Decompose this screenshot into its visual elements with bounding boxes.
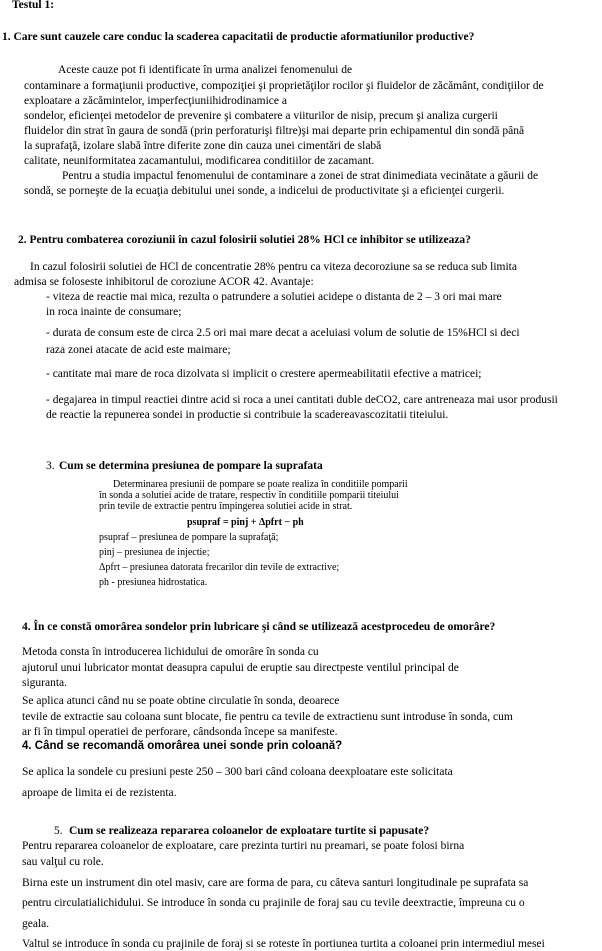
q1-line: sondă, se porneşte de la ecuaţia debitului unei sonde, a indicelui de productivitate şi a eficienţei curgerii. xyxy=(24,185,505,197)
q4-line: ajutorul unui lubricator montat deasupra capului de eruptie sau directpeste ventilul principal de xyxy=(22,662,459,674)
q5-line: Pentru repararea coloanelor de exploatare, care prezinta turtiri nu preamari, se poate folosi birna xyxy=(22,840,465,852)
q4-line: siguranta. xyxy=(22,677,68,689)
q4b-line: Se aplica la sondele cu presiuni peste 250 – 300 bari când coloana deexploatare este solicitata xyxy=(22,766,453,778)
question-2-heading: 2. Pentru combaterea coroziunii în cazul folosirii solutiei 28% HCl ce inhibitor se utilizeaza? xyxy=(18,234,471,246)
q3-line: în sonda a solutiei acide de tratare, respectiv în conditiile pomparii titeiului xyxy=(99,490,399,501)
test-title: Testul 1: xyxy=(12,0,55,11)
q2-line: raza zonei atacate de acid este maimare; xyxy=(46,344,231,356)
q5-line: sau valţul cu role. xyxy=(22,856,104,868)
q5-line: Birna este un instrument din otel masiv, care are forma de para, cu câteva santuri longitudinale pe suprafata sa xyxy=(22,877,529,889)
q5-line: geala. xyxy=(22,918,50,930)
q2-line: In cazul folosirii solutiei de HCl de concentratie 28% pentru ca viteza decoroziune sa se reduca sub limita xyxy=(30,261,517,273)
q2-line: admisa se foloseste inhibitorul de coroziune ACOR 42. Avantaje: xyxy=(14,276,314,288)
q1-line: la suprafaţă, izolare slabă între diferite zone din cauza unei cimentări de slabă xyxy=(24,140,382,152)
q1-line: exploatare a zăcămintelor, imperfecţiuniihidrodinamice a xyxy=(24,95,287,107)
q1-line: contaminare a formaţiunii productive, compoziţiei şi proprietăţilor rocilor şi fluidelor de zăcământ, condiţiilor de xyxy=(24,80,544,92)
q2-line: - durata de consum este de circa 2.5 ori mai mare decat a aceluiasi volum de solutie de 15%HCl si deci xyxy=(46,327,520,339)
q4-line: Metoda consta în introducerea lichidului de omorâre în sonda cu xyxy=(22,646,319,658)
q4b-line: aproape de limita ei de rezistenta. xyxy=(22,787,177,799)
question-4-heading: 4. În ce constă omorârea sondelor prin lubricare şi când se utilizează acestprocedeu de omorâre? xyxy=(22,621,496,633)
q1-line: calitate, neuniformitatea zacamantului, modificarea conditiilor de zacamant. xyxy=(24,155,375,167)
question-5-number: 5. xyxy=(54,825,63,837)
question-1-heading: 1. Care sunt cauzele care conduc la scaderea capacitatii de productie aformatiunilor productive? xyxy=(2,31,475,43)
q3-def: pinj – presiunea de injectie; xyxy=(99,547,210,558)
q2-line: - degajarea in timpul reactiei dintre acid si roca a unei cantitati duble deCO2, care antreneaza mai usor produsii xyxy=(46,394,558,406)
q4-line: tevile de extractie sau coloana sunt blocate, fie pentru ca tevile de extractienu sunt introduse în sonda, cum xyxy=(22,711,513,723)
q1-line: Aceste cauze pot fi identificate în urma analizei fenomenului de xyxy=(58,64,353,76)
q2-line: de reactie la repunerea sondei in productie si contribuie la scadereavascozitatii titeiului. xyxy=(46,409,449,421)
q3-def: psupraf – presiunea de pompare la suprafaţă; xyxy=(99,532,279,543)
q1-line: sondelor, eficienţei metodelor de prevenire şi combatere a viiturilor de nisip, precum şi analiza curgerii xyxy=(24,110,498,122)
q4-line: Se aplica atunci când nu se poate obtine circulatie în sonda, deoarece xyxy=(22,695,340,707)
question-5-heading: Cum se realizeaza repararea coloanelor de exploatare turtite si papusate? xyxy=(69,825,430,837)
q2-line: in roca inainte de consumare; xyxy=(46,306,182,318)
q2-line: - viteza de reactie mai mica, rezulta o patrundere a solutiei acidepe o distanta de 2 – 3 ori mai mare xyxy=(46,291,502,303)
q3-def: Δpfrt – presiunea datorata frecarilor din tevile de extractive; xyxy=(99,562,340,573)
q2-line: - cantitate mai mare de roca dizolvata si implicit o crestere apermeabilitatii efective a matricei; xyxy=(46,368,482,380)
question-3-heading: Cum se determina presiunea de pompare la suprafata xyxy=(59,460,323,472)
q3-def: ph - presiunea hidrostatica. xyxy=(99,577,208,588)
q3-line: Determinarea presiunii de pompare se poate realiza în conditiile pomparii xyxy=(113,479,408,490)
q3-line: prin tevile de extractie pentru împingerea solutiei acide in strat. xyxy=(99,501,353,512)
question-4b-heading: 4. Când se recomandă omorârea unei sonde prin coloană? xyxy=(22,740,343,752)
q5-line: pentru circulatialichidului. Se introduce în sonda cu prajinile de foraj sau cu tevile deextractie, împreuna cu o xyxy=(22,897,525,909)
q4-line: ar fi în timpul operatiei de perforare, cândsonda începe sa manifeste. xyxy=(22,726,338,738)
q5-line: Valtul se introduce în sonda cu prajinile de foraj si se roteste în portiunea turtita a coloanei prin intermediul mesei xyxy=(22,938,545,950)
q3-formula: psupraf = pinj + Δpfrt − ph xyxy=(187,517,304,528)
q1-line: Pentru a studia impactul fenomenului de contaminare a zonei de strat dinimediata vecinătate a găurii de xyxy=(62,170,539,182)
q1-line: fluidelor din strat în gaura de sondă (prin perforaturişi filtre)şi mai departe prin echipamentul din sondă până xyxy=(24,125,525,137)
question-3-number: 3. xyxy=(46,460,55,472)
